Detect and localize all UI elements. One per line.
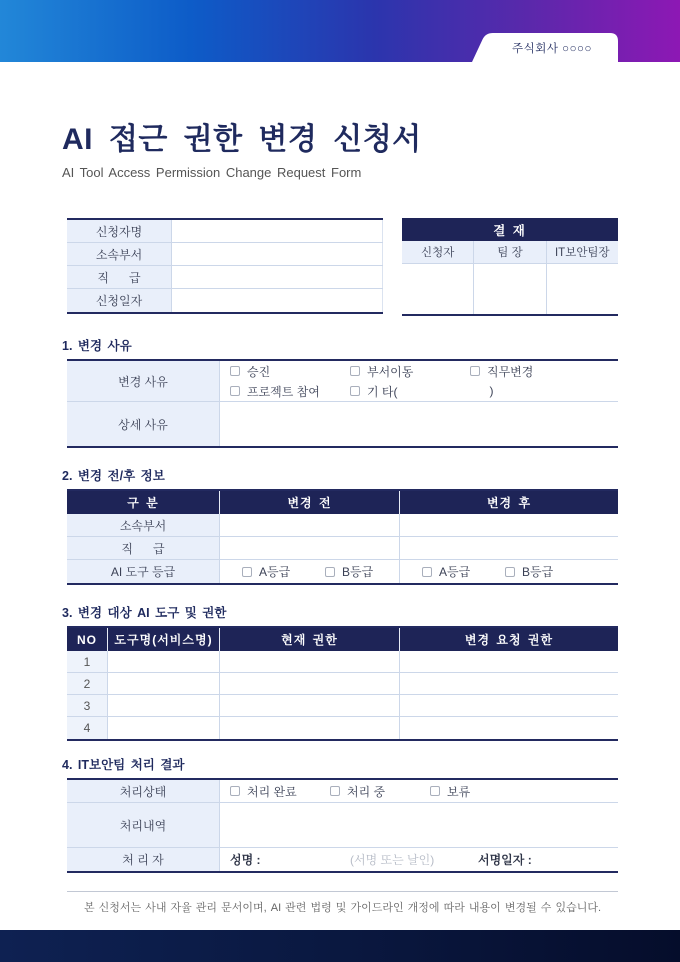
checkbox-grade-b-before[interactable]: B등급 [325, 563, 373, 580]
approval-col-it-security-lead: IT보안팀장 [554, 247, 610, 259]
position-before-field[interactable] [220, 537, 400, 559]
top-gradient-bar [0, 0, 680, 62]
department-after-field[interactable] [400, 514, 618, 536]
footer-note: 본 신청서는 사내 자율 관리 문서이며, AI 관련 법령 및 가이드라인 개정에 따라 내용이 변경될 수 있습니다. [83, 902, 602, 914]
tool-name-field[interactable] [108, 651, 220, 672]
requested-permission-field[interactable] [400, 651, 618, 672]
col-tool-name: 도구명(서비스명) [108, 628, 220, 651]
request-date-field[interactable] [172, 289, 383, 312]
before-after-table [67, 489, 618, 585]
company-name: 주식회사 ○○○○ [512, 42, 592, 55]
section4-heading: 4. IT보안팀 처리 결과 [62, 758, 185, 772]
ai-tools-table [67, 626, 618, 741]
approval-title: 결 재 [402, 218, 618, 241]
table-row [67, 717, 618, 739]
process-status-label: 처리상태 [67, 780, 220, 802]
change-reason-label: 변경 사유 [67, 361, 220, 401]
bottom-gradient-bar [0, 930, 680, 962]
ai-tool-grade-label: AI 도구 등급 [67, 560, 220, 583]
signature-cell-it-security-lead[interactable] [547, 264, 618, 314]
grade-before-cell [220, 560, 400, 583]
checkbox-icon [422, 567, 432, 577]
process-history-label: 처리내역 [67, 803, 220, 847]
request-date-label: 신청일자 [67, 289, 172, 312]
checkbox-icon [230, 386, 240, 396]
col-current-permission: 현재 권한 [220, 628, 400, 651]
current-permission-field[interactable] [220, 717, 400, 739]
row-number: 2 [67, 673, 108, 694]
detail-reason-field[interactable] [220, 402, 618, 446]
checkbox-icon [230, 366, 240, 376]
checkbox-icon [242, 567, 252, 577]
table-row [67, 695, 618, 717]
section3-heading: 3. 변경 대상 AI 도구 및 권한 [62, 606, 227, 620]
change-reason-table [67, 359, 618, 448]
col-requested-permission: 변경 요청 권한 [464, 633, 554, 647]
table-row [67, 266, 383, 289]
checkbox-icon [230, 786, 240, 796]
handler-label: 처 리 자 [67, 848, 220, 871]
applicant-info-table [67, 218, 383, 314]
requested-permission-field[interactable] [400, 673, 618, 694]
checkbox-icon [470, 366, 480, 376]
section1-heading: 1. 변경 사유 [62, 339, 132, 353]
approval-col-team-lead: 팀 장 [474, 241, 546, 263]
checkbox-icon [350, 366, 360, 376]
signature-cell-team-lead[interactable] [474, 264, 546, 314]
applicant-name-field[interactable] [172, 220, 383, 242]
checkbox-project-participation[interactable]: 프로젝트 참여 [230, 383, 350, 400]
table-row [67, 673, 618, 695]
approval-table [402, 218, 618, 316]
company-tab [472, 33, 618, 62]
table-row [67, 220, 383, 243]
requested-permission-field[interactable] [400, 695, 618, 716]
footer-divider [67, 891, 618, 892]
checkbox-grade-a-after[interactable]: A등급 [422, 563, 505, 580]
col-no: NO [67, 628, 108, 651]
table-row [67, 289, 383, 312]
it-security-result-table [67, 778, 618, 873]
checkbox-on-hold[interactable]: 보류 [430, 783, 470, 800]
requested-permission-field[interactable] [400, 717, 618, 739]
col-before-change: 변경 전 [220, 491, 400, 514]
position-row-label: 직 급 [67, 537, 220, 559]
checkbox-icon [325, 567, 335, 577]
checkbox-other[interactable]: 기 타( ) [350, 383, 494, 400]
checkbox-icon [430, 786, 440, 796]
approval-col-applicant: 신청자 [402, 241, 474, 263]
checkbox-in-progress[interactable]: 처리 중 [330, 783, 430, 800]
row-number: 4 [67, 717, 108, 739]
position-field[interactable] [172, 266, 383, 288]
department-label: 소속부서 [67, 243, 172, 265]
applicant-name-label: 신청자명 [67, 220, 172, 242]
row-number: 1 [67, 651, 108, 672]
department-row-label: 소속부서 [67, 514, 220, 536]
current-permission-field[interactable] [220, 651, 400, 672]
page-subtitle: AI Tool Access Permission Change Request Form [62, 165, 362, 180]
grade-after-cell [400, 560, 618, 583]
position-label: 직 급 [67, 266, 172, 288]
tool-name-field[interactable] [108, 717, 220, 739]
col-after-change: 변경 후 [486, 496, 532, 510]
tool-name-field[interactable] [108, 695, 220, 716]
row-number: 3 [67, 695, 108, 716]
checkbox-job-change[interactable]: 직무변경 [470, 363, 533, 380]
checkbox-promotion[interactable]: 승진 [230, 363, 350, 380]
table-row [67, 651, 618, 673]
signature-hint: (서명 또는 날인) [350, 853, 435, 867]
handler-name-label: 성명 : [230, 853, 261, 867]
position-after-field[interactable] [400, 537, 618, 559]
department-field[interactable] [172, 243, 383, 265]
process-history-field[interactable] [220, 803, 618, 847]
checkbox-icon [350, 386, 360, 396]
checkbox-icon [505, 567, 515, 577]
department-before-field[interactable] [220, 514, 400, 536]
current-permission-field[interactable] [220, 695, 400, 716]
sign-date-label: 서명일자 : [478, 853, 532, 867]
signature-cell-applicant[interactable] [402, 264, 474, 314]
checkbox-grade-a-before[interactable]: A등급 [242, 563, 325, 580]
checkbox-process-complete[interactable]: 처리 완료 [230, 783, 330, 800]
page-title: AI 접근 권한 변경 신청서 [62, 123, 422, 156]
section2-heading: 2. 변경 전/후 정보 [62, 469, 165, 483]
checkbox-department-move[interactable]: 부서이동 [350, 363, 470, 380]
detail-reason-label: 상세 사유 [67, 402, 220, 446]
checkbox-grade-b-after[interactable]: B등급 [505, 563, 553, 580]
tool-name-field[interactable] [108, 673, 220, 694]
checkbox-icon [330, 786, 340, 796]
col-category: 구 분 [67, 491, 220, 514]
table-row [67, 243, 383, 266]
current-permission-field[interactable] [220, 673, 400, 694]
